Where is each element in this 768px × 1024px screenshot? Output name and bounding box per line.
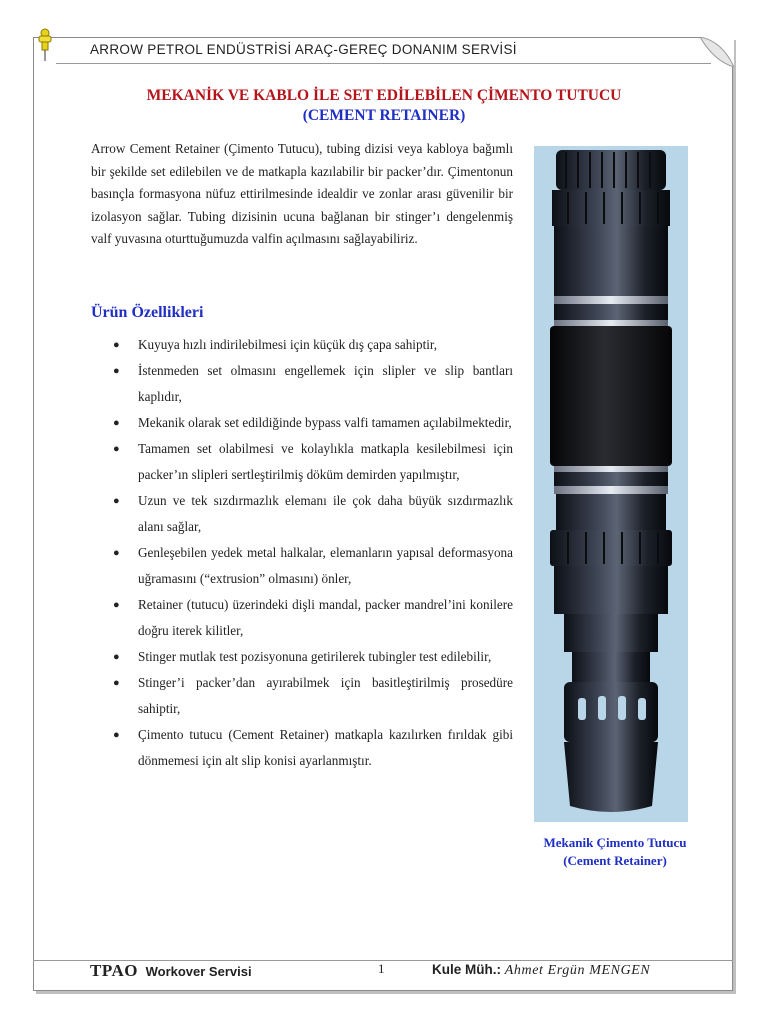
list-item: [91, 332, 513, 358]
features-heading: Ürün Özellikleri: [91, 304, 204, 321]
feature-text: Stinger’i packer’dan ayırabilmek için basitleştirilmiş prosedüre sahiptir,: [138, 675, 513, 716]
list-item: [91, 540, 513, 592]
bullet-icon: ●: [113, 729, 120, 741]
tpao-logo: TPAO: [90, 961, 138, 980]
header-company: ARROW PETROL ENDÜSTRİSİ ARAÇ-GEREÇ DONANIM SERVİSİ: [90, 42, 517, 57]
footer-author: Ahmet Ergün MENGEN: [504, 963, 651, 978]
title-main: MEKANİK VE KABLO İLE SET EDİLEBİLEN ÇİMENTO TUTUCU: [146, 87, 622, 104]
feature-text: Retainer (tutucu) üzerindeki dişli mandal, packer mandrel’ini konilere doğru iterek kilitler,: [138, 597, 513, 638]
bullet-icon: ●: [113, 677, 120, 689]
bullet-icon: ●: [113, 339, 120, 351]
footer-right: [432, 962, 650, 979]
caption-line1: Mekanik Çimento Tutucu: [543, 835, 687, 850]
page-number: 1: [378, 961, 385, 976]
feature-text: Mekanik olarak set edildiğinde bypass valfi tamamen açılabilmektedir,: [138, 415, 512, 430]
cement-retainer-illustration: [534, 146, 688, 822]
feature-text: Stinger mutlak test pozisyonuna getirilerek tubingler test edilebilir,: [138, 649, 492, 664]
bullet-icon: ●: [113, 599, 120, 611]
cement-retainer-photo: [534, 146, 688, 822]
feature-text: İstenmeden set olmasını engellemek için slipler ve slip bantları kaplıdır,: [138, 363, 513, 404]
list-item: [91, 592, 513, 644]
features-list: [91, 332, 513, 774]
feature-text: Kuyuya hızlı indirilebilmesi için küçük dış çapa sahiptir,: [138, 337, 438, 352]
pushpin-icon: [34, 27, 56, 63]
bullet-icon: ●: [113, 495, 120, 507]
feature-text: Çimento tutucu (Cement Retainer) matkapla kazılırken fırıldak gibi dönmemesi için alt slip konisi ayarlanmıştır.: [138, 727, 513, 768]
list-item: [91, 410, 513, 436]
header-divider: [56, 63, 711, 64]
bullet-icon: ●: [113, 547, 120, 559]
bullet-icon: ●: [113, 365, 120, 377]
bullet-icon: ●: [113, 443, 120, 455]
list-item: [91, 644, 513, 670]
footer-department: Workover Servisi: [145, 964, 252, 979]
feature-text: Uzun ve tek sızdırmazlık elemanı ile çok daha büyük sızdırmazlık alanı sağlar,: [138, 493, 513, 534]
caption-line2: (Cement Retainer): [563, 853, 667, 868]
list-item: [91, 670, 513, 722]
bullet-icon: ●: [113, 651, 120, 663]
document-title: [40, 86, 728, 126]
list-item: [91, 436, 513, 488]
bullet-icon: ●: [113, 417, 120, 429]
title-sub: (CEMENT RETAINER): [302, 107, 466, 124]
footer-role: Kule Müh.:: [432, 962, 501, 977]
list-item: [91, 488, 513, 540]
intro-paragraph: Arrow Cement Retainer (Çimento Tutucu), tubing dizisi veya kabloya bağımlı bir şekilde set edilebilen ve de matkapla kazılabilir bir packer’dır. Çimentonun basınçla formasyona nüfuz ettirilmesinde idealdir ve zonlar arası güvenilir bir izolasyon sağlar. Tubing dizisinin ucuna bağlanan bir stinger’ı dengelenmiş valf yuvasına oturttuğumuzda valfin açılmasını sağlayabiliriz.: [91, 141, 513, 246]
list-item: [91, 358, 513, 410]
feature-text: Genleşebilen yedek metal halkalar, elemanların yapısal deformasyona uğramasını (“extrusion” olmasını) önler,: [138, 545, 513, 586]
photo-caption: [506, 834, 724, 870]
footer-left: [90, 961, 252, 981]
feature-text: Tamamen set olabilmesi ve kolaylıkla matkapla kesilebilmesi için packer’ın slipleri sertleştirilmiş döküm demirden yapılmıştır,: [138, 441, 513, 482]
list-item: [91, 722, 513, 774]
